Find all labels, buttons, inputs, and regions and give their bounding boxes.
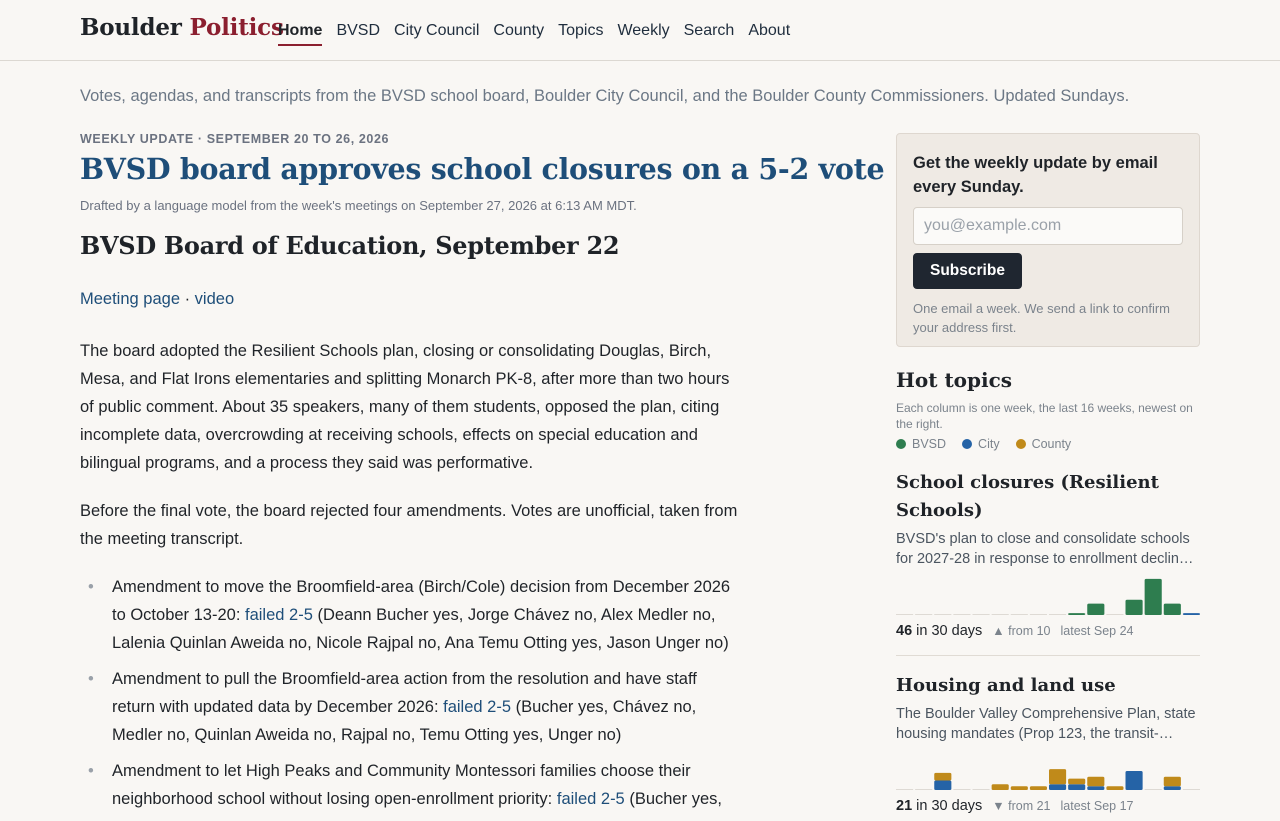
topic-count: 46 — [896, 623, 913, 639]
week-bar-bvsd — [1126, 600, 1143, 615]
topic-description: The Boulder Valley Comprehensive Plan, state housing mandates (Prop 123, the transit-… — [896, 706, 1196, 742]
article-headline[interactable]: BVSD board approves school closures on a 5-2 vote — [80, 152, 885, 186]
topic-card[interactable] — [896, 655, 1200, 814]
topic-trend: ▲ from 10 — [992, 624, 1051, 638]
week-baseline — [1030, 614, 1047, 615]
article-drafted-note: Drafted by a language model from the week's meetings on September 27, 2026 at 6:13 AM MDT. — [80, 198, 637, 213]
topic-count-suffix: in 30 days — [912, 623, 983, 639]
amendment-votes: (Bucher yes, — [624, 790, 722, 808]
brand-main: Boulder — [80, 14, 182, 41]
bullet-icon: • — [88, 762, 94, 780]
topic-stats — [896, 798, 1200, 814]
topic-latest: latest Sep 17 — [1060, 799, 1134, 813]
week-bar-county — [992, 784, 1009, 790]
legend-dot-icon — [896, 439, 906, 449]
meeting-links — [80, 290, 740, 309]
week-bar-county — [1030, 786, 1047, 790]
brand-accent: Politics — [189, 14, 284, 41]
nav-bvsd[interactable]: BVSD — [336, 22, 381, 39]
legend-item-city — [962, 437, 1000, 451]
vote-result-link[interactable]: failed 2-5 — [443, 698, 512, 716]
week-bar-county — [1068, 779, 1085, 785]
week-bar-city — [1087, 786, 1104, 790]
week-baseline — [1183, 789, 1200, 790]
nav-county[interactable]: County — [493, 22, 545, 39]
legend-label: City — [978, 437, 1000, 451]
week-bar-county — [1164, 777, 1181, 787]
weekly-article — [80, 132, 885, 821]
week-baseline — [896, 789, 913, 790]
site-tagline: Votes, agendas, and transcripts from the BVSD school board, Boulder City Council, and the Boulder County Commissioners. Updated Sundays. — [80, 87, 1130, 105]
week-baseline — [915, 614, 932, 615]
topic-sparkline — [896, 577, 1200, 615]
hot-topics-title: Hot topics — [896, 368, 1013, 392]
topic-latest: latest Sep 24 — [1060, 624, 1134, 638]
email-signup-box — [896, 133, 1200, 347]
vote-result-link[interactable]: failed 2-5 — [245, 606, 313, 624]
week-baseline — [973, 789, 990, 790]
week-baseline — [1049, 614, 1066, 615]
list-item — [80, 757, 740, 813]
main-nav — [278, 21, 790, 46]
bullet-icon: • — [88, 578, 94, 596]
week-baseline — [1145, 789, 1162, 790]
topic-count-suffix: in 30 days — [912, 798, 983, 814]
week-bar-county — [1011, 786, 1028, 790]
legend-dot-icon — [962, 439, 972, 449]
topic-sparkline — [896, 752, 1200, 790]
vote-result-link[interactable]: failed 2-5 — [556, 790, 625, 808]
legend-label: BVSD — [912, 437, 947, 451]
signup-title: Get the weekly update by email every Sunday. — [913, 154, 1158, 196]
email-field[interactable] — [913, 207, 1183, 245]
nav-about[interactable]: About — [748, 22, 791, 39]
week-bar-city — [1164, 786, 1181, 790]
article-kicker: WEEKLY UPDATE · SEPTEMBER 20 TO 26, 2026 — [80, 132, 390, 146]
week-bar-bvsd — [1068, 613, 1085, 615]
week-baseline — [992, 614, 1009, 615]
amendments-list — [80, 573, 740, 813]
week-bar-county — [934, 773, 951, 781]
hot-topics-legend — [896, 437, 1200, 451]
topic-card[interactable] — [896, 469, 1200, 639]
week-bar-county — [1087, 777, 1104, 787]
week-baseline — [953, 789, 970, 790]
nav-topics[interactable]: Topics — [558, 22, 604, 39]
video-link[interactable]: video — [194, 290, 235, 308]
week-baseline — [915, 789, 932, 790]
signup-note: One email a week. We send a link to confirm your address first. — [913, 301, 1170, 335]
week-bar-city — [1068, 784, 1085, 790]
topic-trend: ▼ from 21 — [992, 799, 1051, 813]
hot-topics-description: Each column is one week, the last 16 weeks, newest on the right. — [896, 401, 1193, 431]
meeting-section-title: BVSD Board of Education, September 22 — [80, 231, 620, 260]
amendments-intro-paragraph: Before the final vote, the board rejected four amendments. Votes are unofficial, taken from the meeting transcript. — [80, 502, 738, 548]
week-bar-city — [1049, 784, 1066, 790]
week-bar-bvsd — [1145, 579, 1162, 615]
site-logo[interactable] — [80, 14, 284, 41]
nav-search[interactable]: Search — [683, 22, 735, 39]
nav-city-council[interactable]: City Council — [394, 22, 480, 39]
topic-stats — [896, 623, 1200, 639]
week-bar-city — [1183, 613, 1200, 615]
topic-description: BVSD's plan to close and consolidate schools for 2027-28 in response to enrollment declin… — [896, 531, 1194, 567]
week-bar-city — [934, 781, 951, 791]
week-baseline — [934, 614, 951, 615]
nav-home[interactable]: Home — [278, 21, 322, 46]
week-baseline — [973, 614, 990, 615]
topic-title[interactable]: School closures (Resilient Schools) — [896, 472, 1159, 521]
week-baseline — [896, 614, 913, 615]
hot-topics — [896, 368, 1200, 814]
week-bar-city — [1126, 771, 1143, 790]
amendment-text: Amendment to let High Peaks and Community Montessori families choose their neighborhood school without losing open-enrollment priority: — [112, 762, 691, 808]
legend-item-bvsd — [896, 437, 946, 451]
list-item — [80, 665, 740, 749]
legend-label: County — [1031, 437, 1072, 451]
site-header — [0, 0, 1280, 61]
week-baseline — [1011, 614, 1028, 615]
subscribe-button[interactable]: Subscribe — [913, 253, 1022, 289]
topic-title[interactable]: Housing and land use — [896, 675, 1116, 696]
legend-dot-icon — [1016, 439, 1026, 449]
week-bar-bvsd — [1164, 604, 1181, 615]
bullet-icon: • — [88, 670, 94, 688]
week-baseline — [1106, 614, 1123, 615]
list-item — [80, 573, 740, 657]
week-bar-bvsd — [1087, 604, 1104, 615]
link-separator: · — [180, 290, 195, 308]
meeting-page-link[interactable]: Meeting page — [80, 290, 180, 308]
meeting-summary-paragraph: The board adopted the Resilient Schools plan, closing or consolidating Douglas, Birch, Mesa, and Flat Irons elementaries and splitting Monarch PK-8, after more than two hours of public comment. About 35 speakers, many of them students, opposed the plan, citing incomplete data, overcrowding at receiving schools, effects on special education and bilingual programs, and a process they said was performative. — [80, 342, 730, 472]
week-bar-county — [1106, 786, 1123, 790]
amendment-text: Amendment to move the Broomfield-area (Birch/Cole) decision from December 2026 to October 13-20: — [112, 578, 731, 624]
topic-count: 21 — [896, 798, 913, 814]
week-bar-county — [1049, 769, 1066, 784]
nav-weekly[interactable]: Weekly — [617, 22, 670, 39]
amendment-text: Amendment to pull the Broomfield-area action from the resolution and have staff return with updated data by December 2026: — [112, 670, 697, 716]
amendment-votes: (Deann Bucher yes, Jorge Chávez no, Alex Medler no, Lalenia Quinlan Aweida no, Nicole Rajpal no, Ana Temu Otting yes, Jason Unger no) — [112, 606, 729, 652]
amendment-votes: (Bucher yes, Chávez no, Medler no, Quinlan Aweida no, Rajpal no, Temu Otting yes, Unger no) — [112, 698, 697, 744]
legend-item-county — [1016, 437, 1072, 451]
week-baseline — [953, 614, 970, 615]
